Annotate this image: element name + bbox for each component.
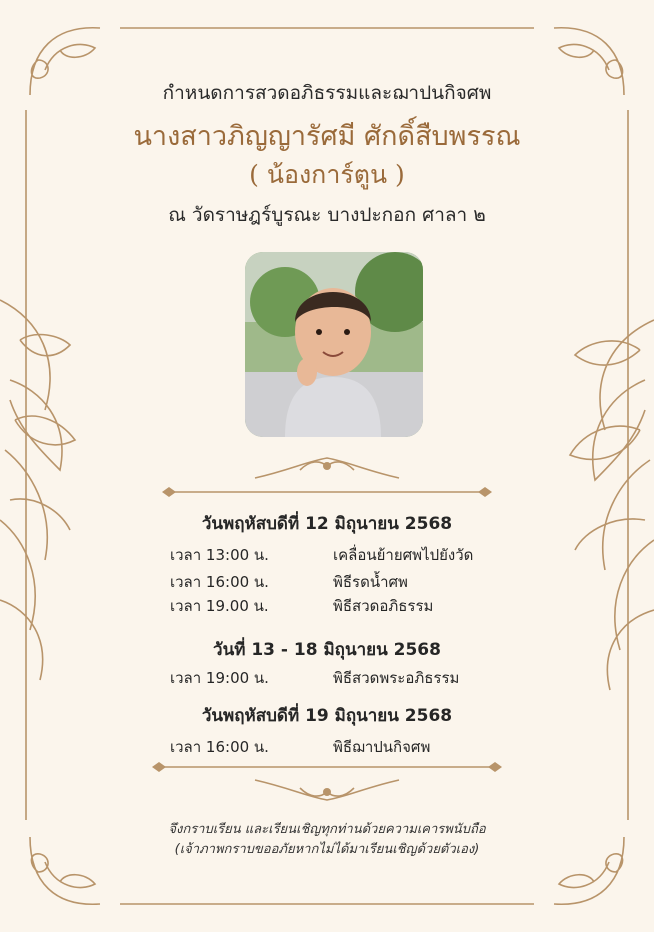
schedule-day-1-event-1: เคลื่อนย้ายศพไปยังวัด	[333, 546, 474, 564]
schedule-day-1-time-2: เวลา 16:00 น.	[170, 573, 269, 591]
schedule-day-2-date: วันที่ 13 - 18 มิถุนายน 2568	[213, 640, 441, 660]
schedule-day-3-time-1: เวลา 16:00 น.	[170, 738, 269, 756]
deceased-name: นางสาวภิญญารัศมี ศักดิ์สืบพรรณ	[133, 121, 521, 152]
schedule-day-3-event-1: พิธีฌาปนกิจศพ	[333, 738, 431, 756]
portrait-illustration	[245, 252, 423, 437]
schedule-day-1-event-3: พิธีสวดอภิธรรม	[333, 597, 434, 615]
schedule-day-1-date: วันพฤหัสบดีที่ 12 มิถุนายน 2568	[201, 514, 453, 534]
footer-line-1: จึงกราบเรียน และเรียนเชิญทุกท่านด้วยความเคารพนับถือ	[168, 822, 486, 837]
schedule-day-1-time-3: เวลา 19.00 น.	[170, 597, 269, 615]
schedule-day-1-event-2: พิธีรดน้ำศพ	[333, 573, 408, 591]
venue-text: ณ วัดราษฎร์บูรณะ บางปะกอก ศาลา ๒	[168, 204, 486, 226]
footer-line-2: (เจ้าภาพกราบขออภัยหากไม่ได้มาเรียนเชิญด้วยตัวเอง)	[174, 842, 480, 857]
schedule-day-1-time-1: เวลา 13:00 น.	[170, 546, 269, 564]
schedule-day-2-time-1: เวลา 19:00 น.	[170, 669, 269, 687]
portrait-photo	[245, 252, 423, 437]
deceased-nickname: ( น้องการ์ตูน )	[249, 160, 405, 189]
schedule-day-2-event-1: พิธีสวดพระอภิธรรม	[333, 669, 460, 687]
schedule-day-3-date: วันพฤหัสบดีที่ 19 มิถุนายน 2568	[201, 706, 453, 726]
ceremony-heading: กำหนดการสวดอภิธรรมและฌาปนกิจศพ	[162, 82, 492, 104]
